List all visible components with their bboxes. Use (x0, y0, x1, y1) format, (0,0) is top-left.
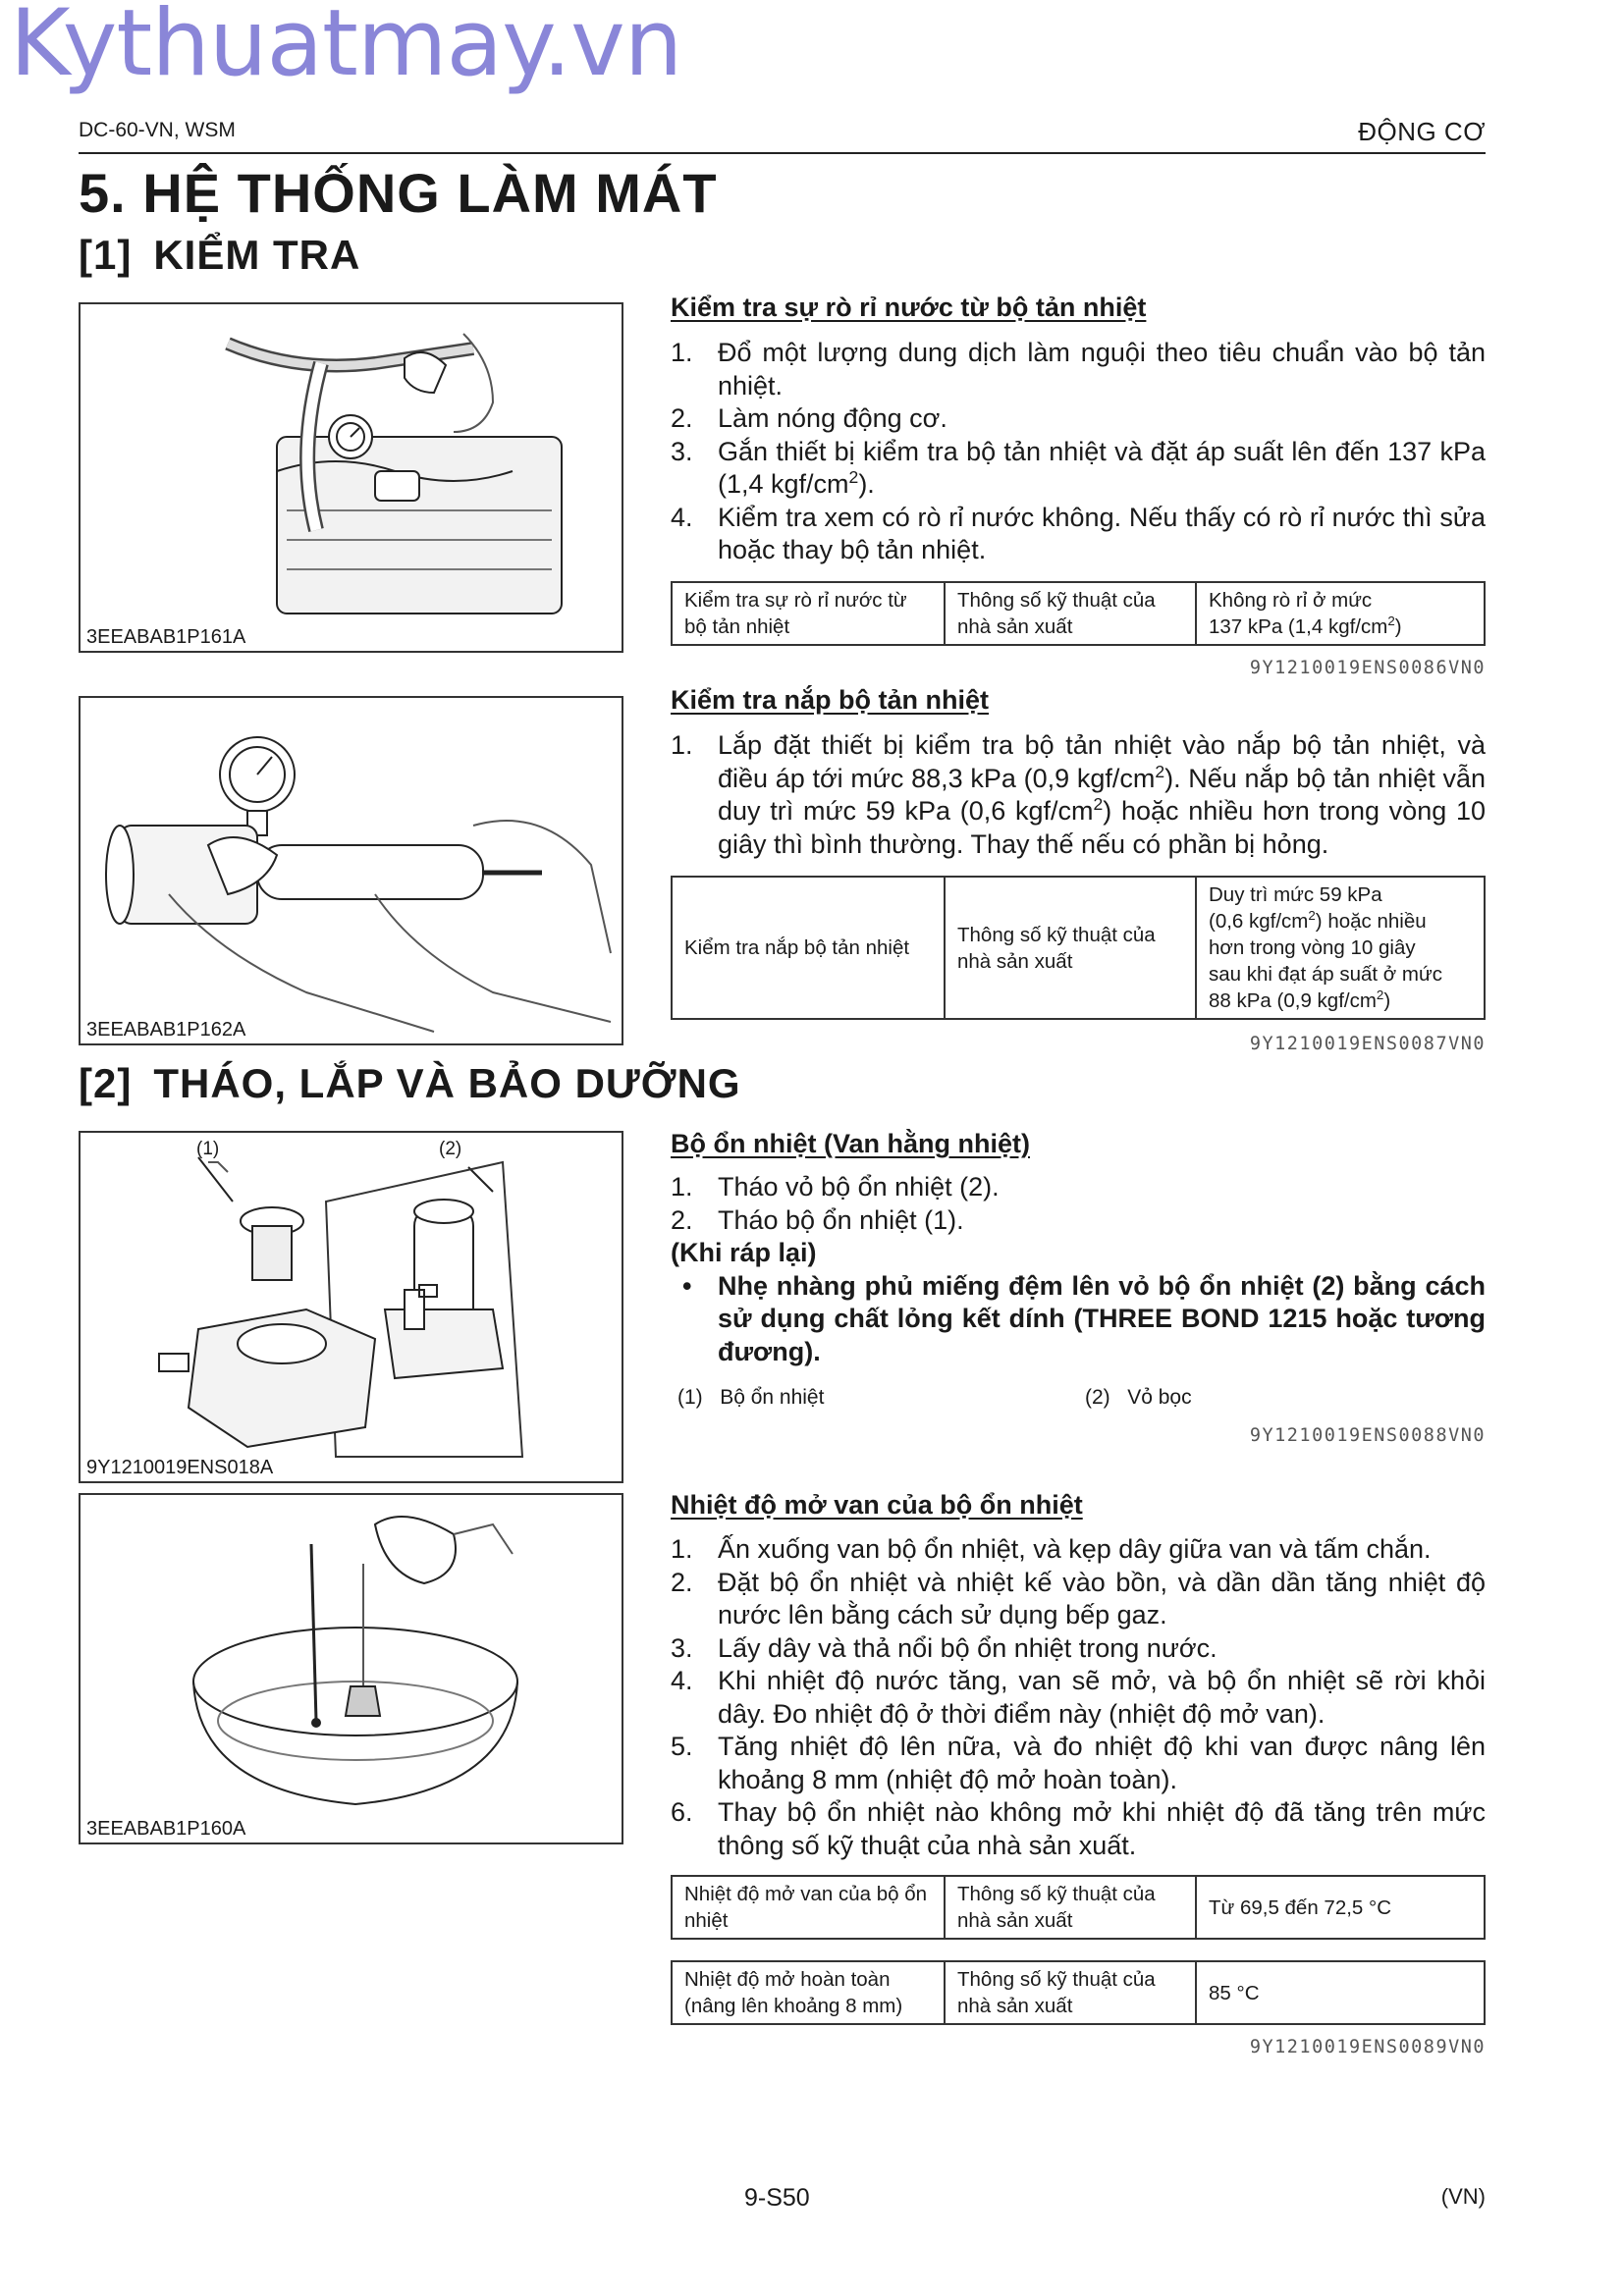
cap-tester-illustration (81, 698, 622, 1043)
reassembly-heading: (Khi ráp lại) (671, 1238, 817, 1267)
header-doc-id: DC-60-VN, WSM (79, 119, 236, 141)
spec-table-cap (671, 876, 1486, 1020)
list-item (671, 502, 1486, 567)
heading-cap-check: Kiểm tra nắp bộ tản nhiệt (671, 685, 990, 715)
spec-table-full-open (671, 1960, 1486, 2025)
step-number: 2. (671, 1204, 693, 1235)
step-number: 2. (671, 403, 693, 433)
table-cell: Kiểm tra nắp bộ tản nhiệt (672, 877, 945, 1019)
table-cell: Thông số kỹ thuật của nhà sản xuất (945, 1876, 1196, 1939)
table-cell: Nhiệt độ mở van của bộ ổn nhiệt (672, 1876, 945, 1939)
step-text: Đặt bộ ổn nhiệt và nhiệt kế vào bồn, và dần dần tăng nhiệt độ nước lên bằng cách sử dụng bếp gaz. (718, 1567, 1486, 1629)
legend-item-2: (2) Vỏ bọc (1085, 1386, 1192, 1409)
list-item (671, 1204, 1486, 1238)
figure-callout-2: (2) (439, 1139, 462, 1159)
step-number: 1. (671, 1172, 693, 1201)
step-text: Ấn xuống van bộ ổn nhiệt, và kẹp dây giữa van và tấm chắn. (718, 1534, 1432, 1564)
step-text: Làm nóng động cơ. (718, 403, 947, 433)
heading-thermostat: Bộ ổn nhiệt (Van hằng nhiệt) (671, 1129, 1030, 1158)
table-cell: Thông số kỹ thuật của nhà sản xuất (945, 877, 1196, 1019)
thermostat-test-illustration (81, 1495, 622, 1842)
list-item (671, 1270, 1486, 1369)
figure-caption: 3EEABAB1P161A (86, 626, 246, 648)
figure-thermostat (79, 1131, 623, 1483)
thermostat-steps (671, 1171, 1486, 1368)
figure-cap-tester (79, 696, 623, 1045)
list-item (671, 402, 1486, 436)
cap-steps (671, 729, 1486, 861)
step-number: 2. (671, 1567, 693, 1597)
radiator-tester-illustration (81, 304, 622, 651)
step-text: Kiểm tra xem có rò rỉ nước không. Nếu thấy có rò rỉ nước thì sửa hoặc thay bộ tản nhiệt. (718, 502, 1486, 564)
header-rule (79, 152, 1486, 154)
table-cell: Thông số kỹ thuật của nhà sản xuất (945, 582, 1196, 645)
table-row (672, 582, 1485, 645)
step-number: 3. (671, 436, 693, 466)
step-text: Thay bộ ổn nhiệt nào không mở khi nhiệt độ đã tăng trên mức thông số kỹ thuật của nhà sản xuất. (718, 1797, 1486, 1860)
heading-opening-temp: Nhiệt độ mở van của bộ ổn nhiệt (671, 1490, 1083, 1520)
subsection-number: [2] (79, 1060, 133, 1106)
figure-callout-1: (1) (196, 1139, 220, 1159)
table-cell: Duy trì mức 59 kPa (0,6 kgf/$cm^2$) hoặc nhiều hơn trong vòng 10 giây sau khi đạt áp suất ở mức 88 kPa (0,9 kgf/$cm^2$) (1196, 877, 1485, 1019)
figure-thermostat-test (79, 1493, 623, 1844)
step-number: 4. (671, 502, 693, 532)
subsection-disassembly (79, 1060, 741, 1107)
list-item (671, 1567, 1486, 1632)
list-item (671, 1533, 1486, 1567)
figure-caption: 3EEABAB1P162A (86, 1019, 246, 1041)
list-item (671, 1796, 1486, 1862)
subsection-inspection (79, 232, 360, 279)
step-number: 1. (671, 1534, 693, 1564)
table-row (672, 877, 1485, 1019)
step-text: Đổ một lượng dung dịch làm nguội theo tiêu chuẩn vào bộ tản nhiệt. (718, 338, 1486, 400)
thermostat-illustration (81, 1133, 622, 1481)
document-code: 9Y1210019ENS0089VN0 (1249, 2037, 1486, 2057)
subsection-title: KIỂM TRA (153, 232, 361, 278)
figure-caption: 9Y1210019ENS018A (86, 1457, 274, 1478)
spec-table-opening (671, 1875, 1486, 1940)
step-text: Tháo vỏ bộ ổn nhiệt (2). (718, 1172, 1000, 1201)
list-item (671, 1665, 1486, 1731)
header-chapter: ĐỘNG CƠ (1358, 117, 1486, 146)
step-text: Lấy dây và thả nổi bộ ổn nhiệt trong nước. (718, 1632, 1217, 1663)
table-cell: Thông số kỹ thuật của nhà sản xuất (945, 1961, 1196, 2024)
watermark: Kythuatmay.vn (10, 0, 682, 97)
document-code: 9Y1210019ENS0088VN0 (1249, 1425, 1486, 1446)
step-number: 6. (671, 1797, 693, 1827)
list-item (671, 1632, 1486, 1666)
table-cell: Từ 69,5 đến 72,5 °C (1196, 1876, 1485, 1939)
page-language: (VN) (1440, 2184, 1486, 2209)
table-cell: 85 °C (1196, 1961, 1485, 2024)
bullet-text: Nhẹ nhàng phủ miếng đệm lên vỏ bộ ổn nhiệt (2) bằng cách sử dụng chất lỏng kết dính (THREE BOND 1215 hoặc tương đương). (718, 1270, 1486, 1366)
list-item (671, 436, 1486, 502)
table-row (672, 1876, 1485, 1939)
list-item (671, 729, 1486, 861)
figure-caption: 3EEABAB1P160A (86, 1818, 246, 1840)
subsection-title: THÁO, LẮP VÀ BẢO DƯỠNG (153, 1060, 741, 1106)
step-text: Gắn thiết bị kiểm tra bộ tản nhiệt và đặt áp suất lên đến 137 kPa (1,4 kgf/$cm^2$). (718, 436, 1486, 499)
step-number: 4. (671, 1666, 693, 1695)
section-title: 5. HỆ THỐNG LÀM MÁT (79, 162, 718, 224)
legend-item-1: (1) Bộ ổn nhiệt (677, 1386, 825, 1409)
table-row (672, 1961, 1485, 2024)
spec-table-leak (671, 581, 1486, 646)
list-item (671, 1731, 1486, 1796)
step-number: 1. (671, 338, 693, 367)
table-cell: Nhiệt độ mở hoàn toàn (nâng lên khoảng 8 mm) (672, 1961, 945, 2024)
step-number: 3. (671, 1632, 693, 1663)
leak-steps (671, 337, 1486, 567)
figure-radiator-tester (79, 302, 623, 653)
step-text: Lắp đặt thiết bị kiểm tra bộ tản nhiệt vào nắp bộ tản nhiệt, và điều áp tới mức 88,3 kPa (0,9 kgf/$cm^2$). Nếu nắp bộ tản nhiệt vẫn duy trì mức 59 kPa (0,6 kgf/$cm^2$) hoặc nhiều hơn trong vòng 10 giây thì bình thường. Thay thế nếu có phần bị hỏng. (718, 730, 1486, 859)
bullet-mark: • (682, 1270, 692, 1301)
list-item (671, 1171, 1486, 1204)
document-code: 9Y1210019ENS0087VN0 (1249, 1034, 1486, 1054)
step-text: Khi nhiệt độ nước tăng, van sẽ mở, và bộ ổn nhiệt sẽ rời khỏi dây. Đo nhiệt độ ở thời điểm này (nhiệt độ mở van). (718, 1666, 1486, 1729)
document-code: 9Y1210019ENS0086VN0 (1249, 658, 1486, 678)
table-cell: Kiểm tra sự rò rỉ nước từ bộ tản nhiệt (672, 582, 945, 645)
step-text: Tăng nhiệt độ lên nữa, và đo nhiệt độ khi van được nâng lên khoảng 8 mm (nhiệt độ mở hoàn toàn). (718, 1732, 1486, 1794)
table-cell: Không rò rỉ ở mức 137 kPa (1,4 kgf/$cm^2$) (1196, 582, 1485, 645)
list-item (671, 337, 1486, 402)
step-number: 1. (671, 730, 693, 760)
heading-leak-check: Kiểm tra sự rò rỉ nước từ bộ tản nhiệt (671, 293, 1147, 322)
opening-steps (671, 1533, 1486, 1862)
step-number: 5. (671, 1732, 693, 1761)
page-number: 9-S50 (744, 2184, 810, 2212)
subsection-number: [1] (79, 232, 133, 278)
step-text: Tháo bộ ổn nhiệt (1). (718, 1204, 964, 1235)
